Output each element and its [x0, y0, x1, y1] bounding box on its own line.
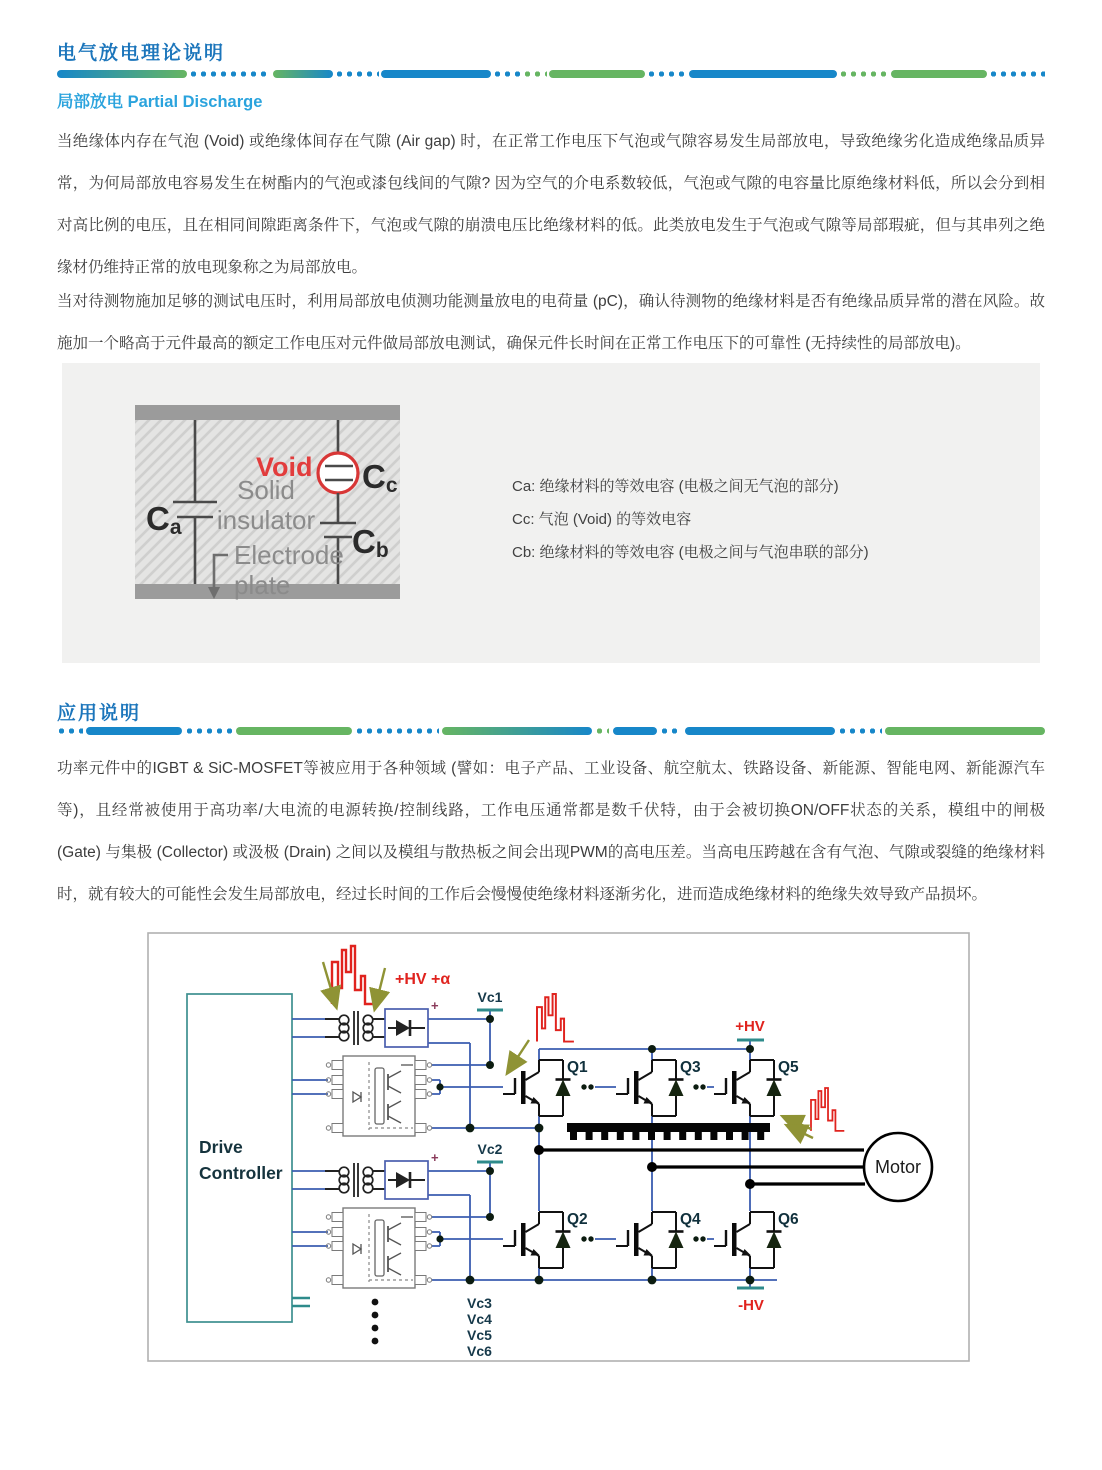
subsection-title-partial-discharge: 局部放电 Partial Discharge [57, 93, 263, 111]
divider-dots [57, 727, 83, 735]
label-vc4: Vc4 [467, 1311, 492, 1327]
motor-circle [864, 1133, 932, 1201]
label-solid: Solid [237, 475, 295, 505]
divider-dots [189, 70, 271, 78]
electrode-plate-top [135, 405, 400, 420]
label-vc6: Vc6 [467, 1343, 492, 1359]
label-q2: Q2 [567, 1211, 588, 1228]
label-vc5: Vc5 [467, 1327, 492, 1343]
label-vc2: Vc2 [477, 1141, 503, 1157]
divider-segment [236, 727, 352, 735]
label-void: Void [256, 452, 313, 482]
divider-dots [523, 70, 547, 78]
label-vc3: Vc3 [467, 1295, 492, 1311]
section-title-theory: 电气放电理论说明 [57, 43, 226, 64]
theory-paragraph-2: 当对待测物施加足够的测试电压时，利用局部放电侦测功能测量放电的电荷量 (pC)，确认待测物的绝缘材料是否有绝缘品质异常的潜在风险。故施加一个略高于元件最高的额定工作电压对元件做局部放电测试，确保元件长时间在正常工作电压下的可靠性 (无持续性的局部放电)。 [57, 293, 1045, 352]
label-cc: Cc [362, 458, 398, 497]
divider-dots [493, 70, 521, 78]
divider-segment [685, 727, 835, 735]
label-q4: Q4 [680, 1211, 701, 1228]
label-hv-alpha: +HV +α [395, 971, 451, 988]
figure-border [148, 933, 969, 1361]
divider-application [57, 727, 1045, 735]
divider-segment [549, 70, 645, 78]
legend-ca: Ca: 绝缘材料的等效电容 (电极之间无气泡的部分) [512, 478, 839, 495]
label-electrode: Electrode [234, 540, 344, 570]
circuit-figure-box [147, 932, 970, 1362]
label-motor: Motor [874, 1157, 922, 1177]
label-minus-hv: -HV [738, 1297, 764, 1314]
section-title-application: 应用说明 [57, 703, 142, 724]
divider-segment [689, 70, 837, 78]
divider-segment [273, 70, 333, 78]
divider-dots [355, 727, 439, 735]
divider-segment [891, 70, 987, 78]
divider-dots [989, 70, 1045, 78]
divider-dots [335, 70, 379, 78]
divider-segment [613, 727, 657, 735]
label-vc1: Vc1 [477, 989, 503, 1005]
theory-paragraph-1: 当绝缘体内存在气泡 (Void) 或绝缘体间存在气隙 (Air gap) 时，在正常工作电压下气泡或气隙容易发生局部放电，导致绝缘劣化造成绝缘品质异常，为何局部放电容易发生在树酯内的气泡或漆包线间的气隙? 因为空气的介电系数较低，气泡或气隙的电容量比原绝缘材料低，所以会分到相对高比例的电压，且在相同间隙距离条件下，气泡或气隙的崩溃电压比绝缘材料的低。此类放电发生于气泡或气隙等局部瑕疵，但与其串列之绝缘材仍维持正常的放电现象称之为局部放电。 [57, 133, 1045, 276]
inverter-circuit-figure [147, 932, 970, 1362]
divider-theory [57, 70, 1045, 78]
label-q3: Q3 [680, 1059, 701, 1076]
label-plus-hv: +HV [735, 1018, 765, 1035]
divider-segment [885, 727, 1045, 735]
divider-dots [185, 727, 233, 735]
divider-segment [442, 727, 592, 735]
rectifier-plus-2: + [431, 1150, 439, 1165]
drive-controller-label-line2: Controller [199, 1163, 283, 1183]
label-cb: Cb [352, 523, 389, 562]
label-plate: plate [234, 570, 291, 600]
label-q1: Q1 [567, 1059, 588, 1076]
divider-dots [838, 727, 882, 735]
insulator-figure-box [62, 363, 1040, 663]
drive-controller-label-line1: Drive [199, 1137, 243, 1157]
divider-segment [86, 727, 182, 735]
label-ca: Ca [146, 500, 182, 539]
divider-dots [595, 727, 609, 735]
divider-dots [839, 70, 889, 78]
label-insulator: insulator [216, 505, 316, 535]
legend-cb: Cb: 绝缘材料的等效电容 (电极之间与气泡串联的部分) [512, 544, 869, 561]
insulator-figure [62, 363, 1040, 663]
label-q6: Q6 [778, 1211, 799, 1228]
divider-segment [381, 70, 491, 78]
application-paragraph: 功率元件中的IGBT & SiC-MOSFET等被应用于各种领域 (譬如：电子产品、工业设备、航空航太、铁路设备、新能源、智能电网、新能源汽车等)，且经常被使用于高功率/大电流的电源转换/控制线路，工作电压通常都是数千伏特，由于会被切换ON/OFF状态的关系，模组中的闸极 (Gate) 与集极 (Collector) 或汲极 (Drain) 之间以及模组与散热板之间会出现PWM的高电压差。当高电压跨越在含有气泡、气隙或裂缝的绝缘材料时，就有较大的可能性会发生局部放电，经过长时间的工作后会慢慢使绝缘材料逐渐劣化，进而造成绝缘材料的绝缘失效导致产品损坏。 [57, 760, 1045, 903]
legend-cc: Cc: 气泡 (Void) 的等效电容 [512, 511, 692, 528]
rectifier-plus-1: + [431, 998, 439, 1013]
divider-segment [57, 70, 187, 78]
divider-dots [647, 70, 687, 78]
label-q5: Q5 [778, 1059, 799, 1076]
divider-dots [660, 727, 682, 735]
